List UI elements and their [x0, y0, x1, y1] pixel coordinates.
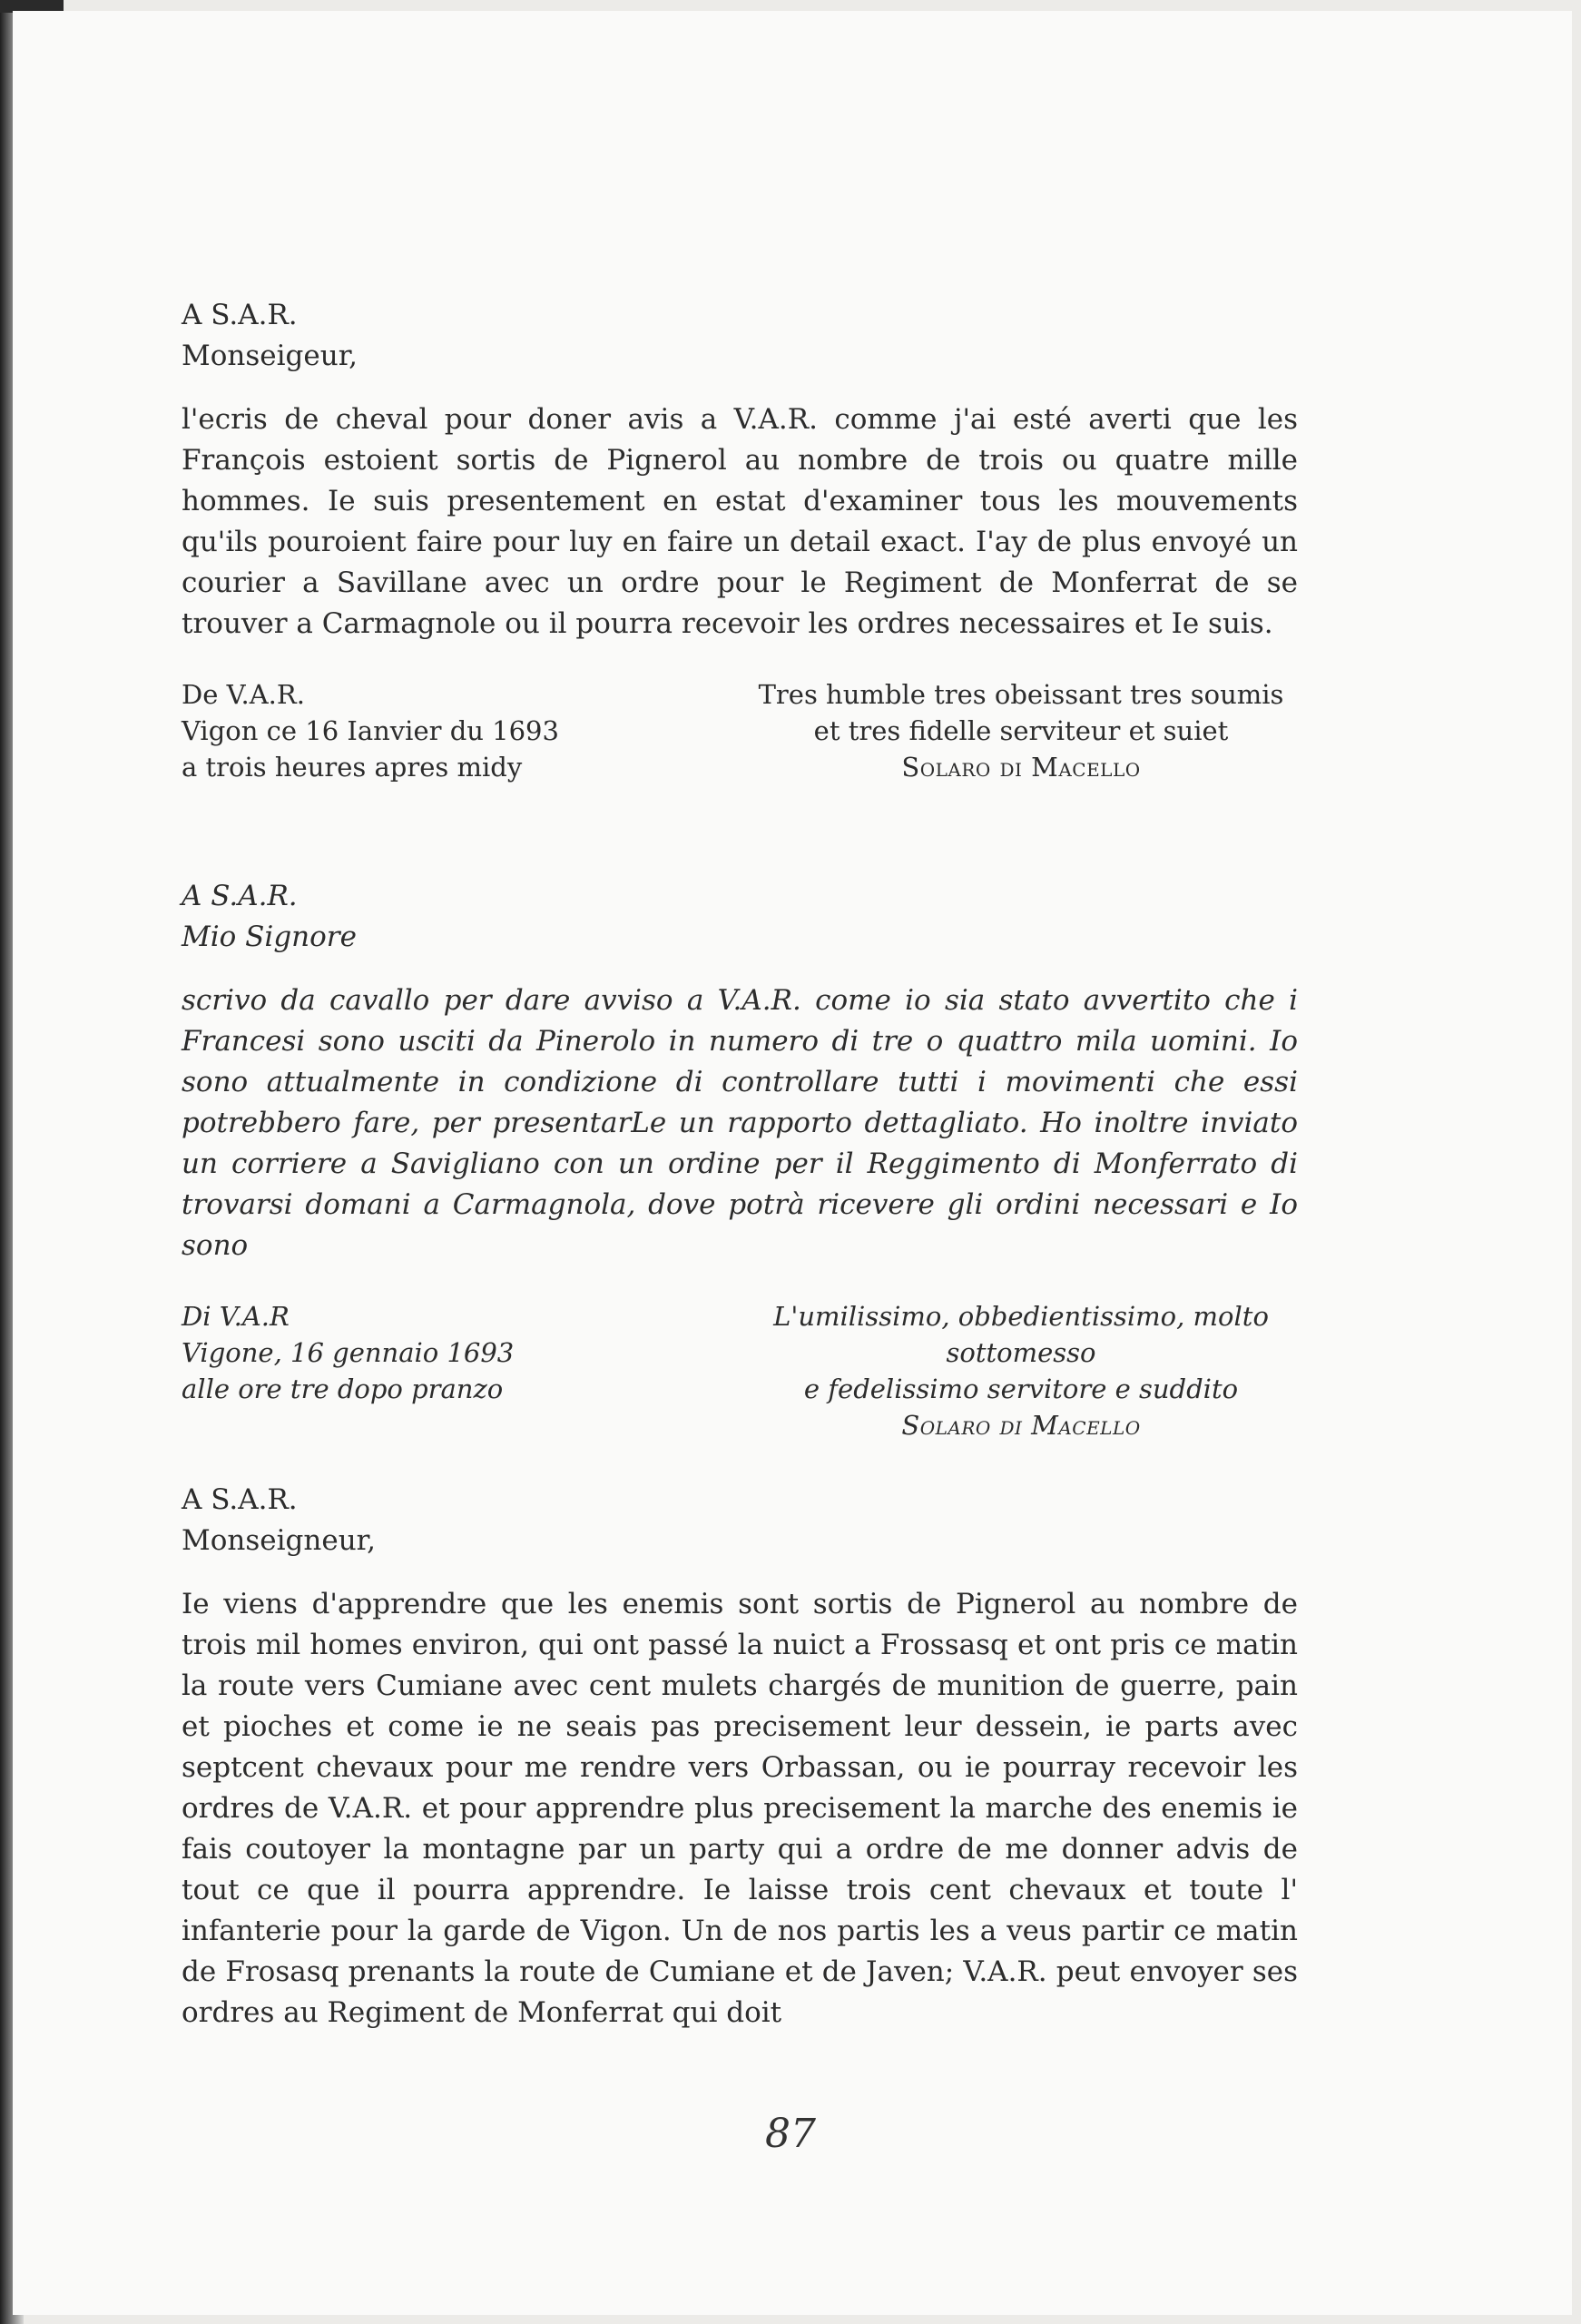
letter-2-signature: Solaro di Macello	[901, 1410, 1141, 1441]
letter-2-place-line: alle ore tre dopo pranzo	[182, 1374, 504, 1404]
letter-1-place-line: a trois heures apres midy	[182, 752, 523, 783]
letter-2	[182, 876, 1298, 1441]
letter-3-salutation: Monseigneur,	[182, 1524, 376, 1557]
letter-2-body: scrivo da cavallo per dare avviso a V.A.R. come io sia stato avvertito che i Francesi sono usciti da Pinerolo in numero di tre o quattro mila uomini. Io sono attualmente in condizione di controllare tutti i movimenti che essi potrebbero fare, per presentarLe un rapporto dettagliato. Ho inoltre inviato un corriere a Savigliano con un ordine per il Reggimento di Monferrato di trovarsi domani a Carmagnola, dove potrà ricevere gli ordini necessari e Io sono	[182, 984, 1298, 1262]
letter-1-place	[182, 676, 653, 785]
letter-2-place	[182, 1298, 653, 1407]
letter-2-address: A S.A.R.	[182, 880, 298, 912]
letter-2-place-line: Vigone, 16 gennaio 1693	[182, 1337, 515, 1368]
letter-2-place-line: Di V.A.R	[182, 1301, 290, 1332]
letter-3	[182, 1480, 1298, 2034]
letter-1-place-line: De V.A.R.	[182, 679, 305, 710]
letter-1-closing-line: Tres humble tres obeissant tres soumis	[758, 679, 1284, 710]
letter-2-salutation: Mio Signore	[182, 921, 357, 953]
letter-1-signature: Solaro di Macello	[901, 752, 1141, 783]
letter-1	[182, 295, 1298, 794]
letter-2-closing	[744, 1298, 1298, 1443]
letter-1-body: l'ecris de cheval pour doner avis a V.A.R. comme j'ai esté averti que les François estoient sortis de Pignerol au nombre de trois ou quatre mille hommes. Ie suis presentement en estat d'examiner tous les mouvements qu'ils pouroient faire pour luy en faire un detail exact. I'ay de plus envoyé un courier a Savillane avec un ordre pour le Regiment de Monferrat de se trouver a Carmagnole ou il pourra recevoir les ordres necessaires et Ie suis.	[182, 403, 1298, 640]
letter-1-place-line: Vigon ce 16 Ianvier du 1693	[182, 715, 559, 746]
letter-2-closing-line: L'umilissimo, obbedientissimo, molto sottomesso	[773, 1301, 1269, 1368]
letter-2-closing-line: e fedelissimo servitore e suddito	[803, 1374, 1239, 1404]
letter-1-signoff	[182, 676, 1298, 794]
letter-3-body: Ie viens d'apprendre que les enemis sont sortis de Pignerol au nombre de trois mil homes environ, qui ont passé la nuict a Frossasq et ont pris ce matin la route vers Cumiane avec cent mulets chargés de munition de guerre, pain et pioches et come ie ne seais pas precisement leur dessein, ie parts avec septcent chevaux pour me rendre vers Orbassan, ou ie pourray recevoir les ordres de V.A.R. et pour apprendre plus precisement la marche des enemis ie fais coutoyer la montagne par un party qui a ordre de me donner advis de tout ce que il pourra apprendre. Ie laisse trois cent chevaux et toute l' infanterie pour la garde de Vigon. Un de nos partis les a veus partir ce matin de Frosasq prenants la route de Cumiane et de Javen; V.A.R. peut envoyer ses ordres au Regiment de Monferrat qui doit	[182, 1588, 1298, 2029]
letter-1-address: A S.A.R.	[182, 299, 298, 331]
letter-3-address: A S.A.R.	[182, 1483, 298, 1516]
letter-1-closing	[744, 676, 1298, 785]
page-number: 87	[765, 2111, 816, 2157]
letter-2-signoff	[182, 1298, 1298, 1441]
letter-1-closing-line: et tres fidelle serviteur et suiet	[813, 715, 1229, 746]
letter-1-salutation: Monseigeur,	[182, 340, 358, 372]
